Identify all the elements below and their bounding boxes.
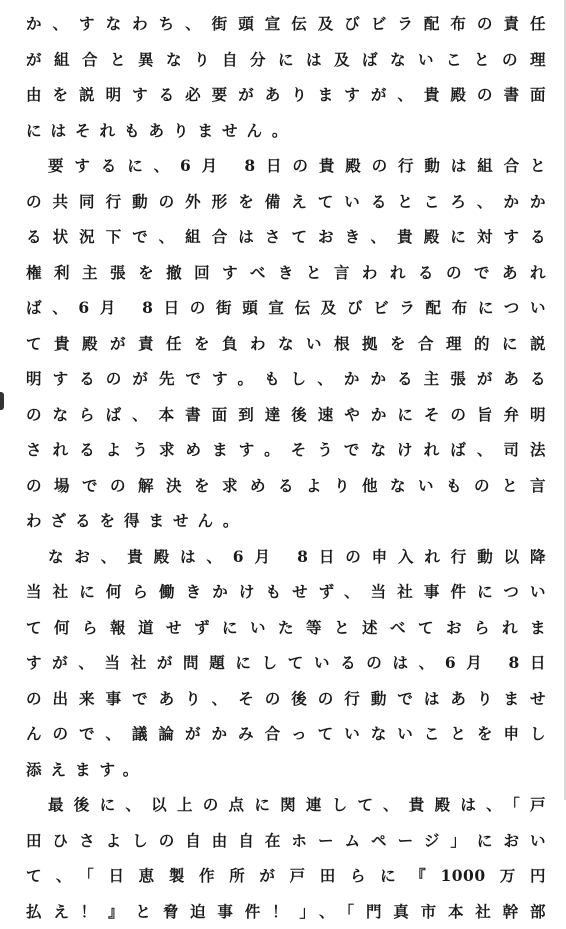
text-line: にはそれもありません。 <box>26 113 546 149</box>
text-line: て何ら報道せずにいた等と述べておられま <box>26 610 546 646</box>
text-line: て、「日恵製作所が戸田らに『1000万円 <box>26 858 546 894</box>
text-line: 払え！』と脅迫事件！」、「門真市本社幹部 <box>26 894 546 929</box>
text-line: か、すなわち、街頭宣伝及びビラ配布の責任 <box>26 6 546 42</box>
text-line: の共同行動の外形を備えているところ、かか <box>26 184 546 220</box>
scan-artifact <box>0 392 4 410</box>
text-line: すが、当社が問題にしているのは、6月 8日 <box>26 645 546 681</box>
text-line: の場での解決を求めるより他ないものと言 <box>26 468 546 504</box>
text-line: 権利主張を撤回すべきと言われるのであれ <box>26 255 546 291</box>
text-line: て貴殿が責任を負わない根拠を合理的に説 <box>26 326 546 362</box>
text-line: のならば、本書面到達後速やかにその旨弁明 <box>26 397 546 433</box>
text-line-paragraph-start: なお、貴殿は、6月 8日の申入れ行動以降 <box>26 539 546 575</box>
text-line: ば、6月 8日の街頭宣伝及びビラ配布につい <box>26 290 546 326</box>
text-line: 明するのが先です。もし、かかる主張がある <box>26 361 546 397</box>
text-line-paragraph-start: 最後に、以上の点に関連して、貴殿は、「戸 <box>26 787 546 823</box>
text-line: 由を説明する必要がありますが、貴殿の書面 <box>26 77 546 113</box>
text-line: んので、議論がかみ合っていないことを申し <box>26 716 546 752</box>
text-line: る状況下で、組合はさておき、貴殿に対する <box>26 219 546 255</box>
text-line: 田ひさよしの自由自在ホームページ」におい <box>26 823 546 859</box>
body-text <box>26 6 546 929</box>
text-line: の出来事であり、その後の行動ではありませ <box>26 681 546 717</box>
text-line: されるよう求めます。そうでなければ、司法 <box>26 432 546 468</box>
text-line: 添えます。 <box>26 752 546 788</box>
text-line: わざるを得ません。 <box>26 503 546 539</box>
text-line: 当社に何ら働きかけもせず、当社事件につい <box>26 574 546 610</box>
text-line-paragraph-start: 要するに、6月 8日の貴殿の行動は組合と <box>26 148 546 184</box>
text-line: が組合と異なり自分には及ばないことの理 <box>26 42 546 78</box>
